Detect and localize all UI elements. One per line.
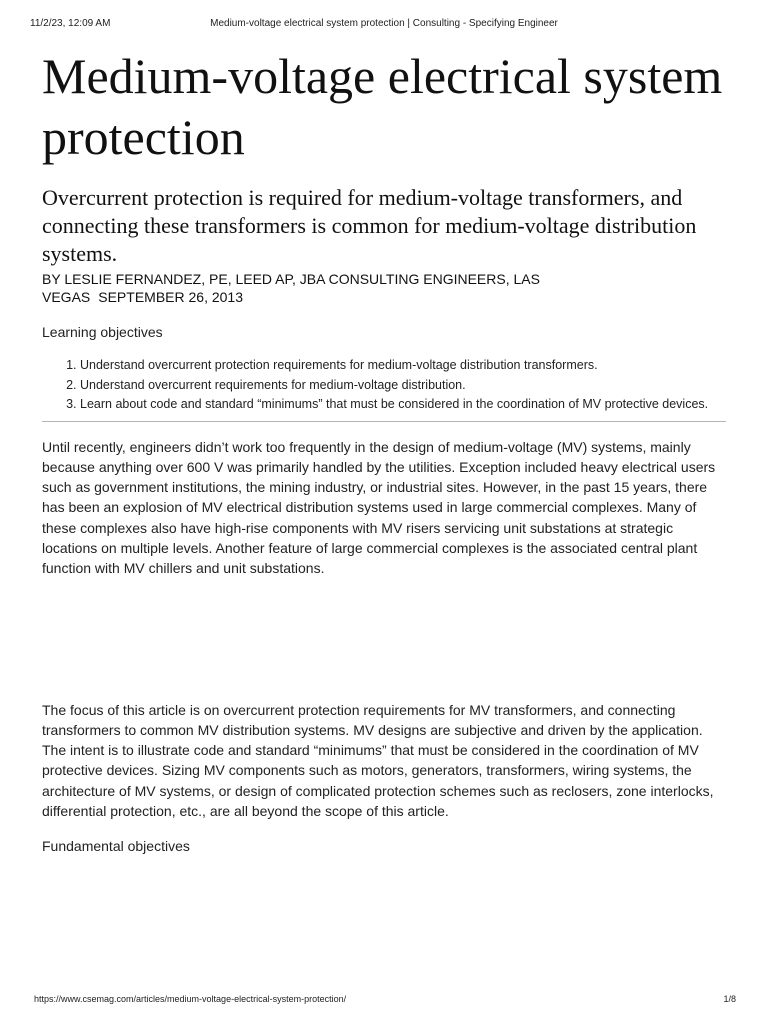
article-title: Medium-voltage electrical system protection [42, 48, 723, 165]
article [42, 46, 726, 854]
section-divider [42, 421, 726, 422]
print-url[interactable]: https://www.csemag.com/articles/medium-voltage-electrical-system-protection/ [34, 994, 347, 1004]
article-subtitle: Overcurrent protection is required for medium-voltage transformers, and connecting these transformers is common for medium-voltage distribution systems. [42, 185, 697, 266]
list-item: 3. Learn about code and standard “minimums” that must be considered in the coordination of MV protective devices. [80, 395, 726, 415]
learning-objectives-list [42, 356, 726, 415]
page-number: 1/8 [723, 994, 736, 1004]
learning-objectives-heading: Learning objectives [42, 324, 163, 340]
fundamental-objectives-heading: Fundamental objectives [42, 838, 190, 855]
article-paragraph: The focus of this article is on overcurrent protection requirements for MV transformers, and connecting transformers to common MV distribution systems. MV designs are subjective and driven by the application. The intent is to illustrate code and standard “minimums” that must be considered in the coordination of MV protective devices. Sizing MV components such as motors, generators, transformers, wiring systems, the architecture of MV systems, or design of complicated protection schemes such as reclosers, zone interlocks, differential protection, etc., are all beyond the scope of this article. [42, 701, 714, 820]
list-item: 2. Understand overcurrent requirements for medium-voltage distribution. [80, 376, 726, 396]
list-item: 1. Understand overcurrent protection requirements for medium-voltage distribution transformers. [80, 356, 726, 376]
print-document-title: Medium-voltage electrical system protection | Consulting - Specifying Engineer [210, 18, 558, 29]
article-byline [42, 270, 602, 306]
print-datetime: 11/2/23, 12:09 AM [30, 18, 111, 29]
article-paragraph: Until recently, engineers didn’t work too frequently in the design of medium-voltage (MV) systems, mainly because anything over 600 V was primarily handled by the utilities. Exception included heavy electrical users such as government institutions, the mining industry, or industrial sites. However, in the past 15 years, there has been an explosion of MV electrical distribution systems used in large commercial complexes. Many of these complexes also have high-rise components with MV risers servicing unit substations at strategic locations on multiple levels. Another feature of large commercial complexes is the associated central plant function with MV chillers and unit substations. [42, 438, 716, 577]
author-line: BY LESLIE FERNANDEZ, PE, LEED AP, JBA CONSULTING ENGINEERS, LAS VEGAS [42, 271, 540, 305]
publication-date: SEPTEMBER 26, 2013 [98, 289, 243, 305]
